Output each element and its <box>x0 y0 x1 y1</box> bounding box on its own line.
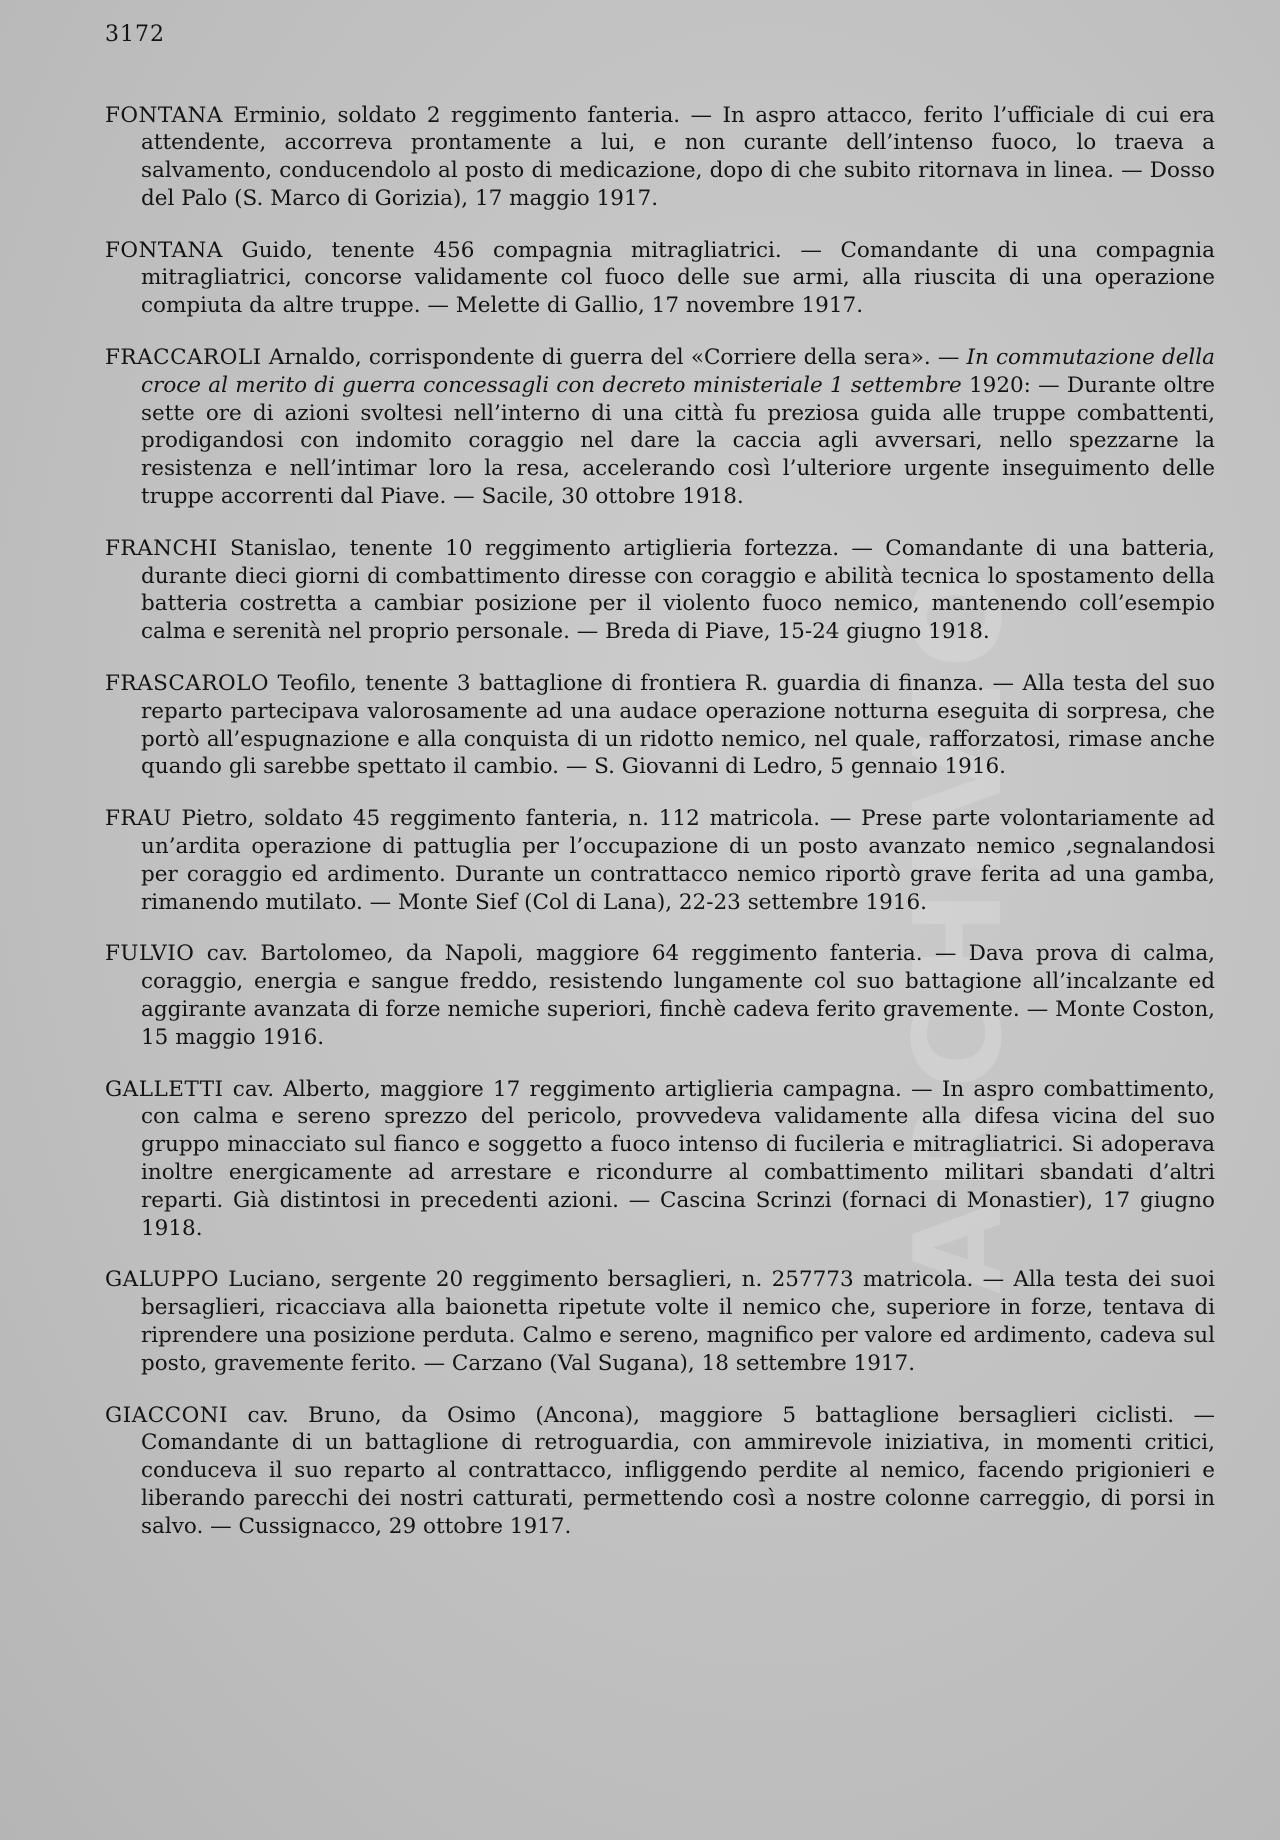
entry-frau <box>105 805 1215 916</box>
entry-giacconi <box>105 1402 1215 1541</box>
entry-text-continued: 1920: — Durante oltre sette ore di azioni svoltesi nell’interno di una città fu preziosa guida alle truppe combattenti, prodigandosi con indomito coraggio nel dare la caccia agli avversari, nello spezzarne la resistenza e nell’intimar loro la resa, accelerando così l’ulteriore urgente inseguimento delle truppe accorrenti dal Piave. — Sacile, 30 ottobre 1918. <box>141 372 1215 510</box>
entry-text: Pietro, soldato 45 reggimento fanteria, n. 112 matricola. — Prese parte volontariamente ad un’ardita operazione di pattuglia per l’occupazione di un posto avanzato nemico ,segnalandosi per coraggio ed ardimento. Durante un contrattacco nemico riportò grave ferita ad una gamba, rimanendo mutilato. — Monte Sief (Col di Lana), 22-23 settembre 1916. <box>141 806 1215 915</box>
entry-surname: FONTANA <box>105 102 223 128</box>
entry-surname: FONTANA <box>105 237 223 263</box>
document-body <box>105 80 1215 1565</box>
page-number: 3172 <box>105 22 165 47</box>
entry-galuppo <box>105 1266 1215 1377</box>
entry-surname: FRAU <box>105 806 172 832</box>
entry-fraccaroli <box>105 344 1215 511</box>
entry-text: Teofilo, tenente 3 battaglione di frontiera R. guardia di finanza. — Alla testa del suo reparto partecipava valorosamente ad una audace operazione notturna eseguita di sorpresa, che portò all’espugnazione e alla conquista di un ridotto nemico, nel quale, rafforzatosi, rimase anche quando gli sarebbe spettato il cambio. — S. Giovanni di Ledro, 5 gennaio 1916. <box>141 671 1215 780</box>
entry-surname: GIACCONI <box>105 1402 229 1428</box>
entry-text: Luciano, sergente 20 reggimento bersaglieri, n. 257773 matricola. — Alla testa dei suoi bersaglieri, ricacciava alla baionetta ripetute volte il nemico che, superiore in forze, tentava di riprendere una posizione perduta. Calmo e sereno, magnifico per valore ed ardimento, cadeva sul posto, gravemente ferito. — Carzano (Val Sugana), 18 settembre 1917. <box>141 1267 1215 1376</box>
entry-surname: GALUPPO <box>105 1267 219 1293</box>
entry-surname: GALLETTI <box>105 1076 224 1102</box>
entry-fontana-erminio <box>105 102 1215 213</box>
entry-text: Guido, tenente 456 compagnia mitragliatrici. — Comandante di una compagnia mitragliatrici, concorse validamente col fuoco delle sue armi, alla riuscita di una operazione compiuta da altre truppe. — Melette di Gallio, 17 novembre 1917. <box>141 237 1215 319</box>
entry-text: Arnaldo, corrispondente di guerra del «Corriere della sera». — <box>268 345 960 371</box>
entry-franchi <box>105 535 1215 646</box>
entry-surname: FULVIO <box>105 941 195 967</box>
entry-text: Erminio, soldato 2 reggimento fanteria. — In aspro attacco, ferito l’ufficiale di cui era attendente, accorreva prontamente a lui, e non curante dell’intenso fuoco, lo traeva a salvamento, conducendolo al posto di medicazione, dopo di che subito ritornava in linea. — Dosso del Palo (S. Marco di Gorizia), 17 maggio 1917. <box>141 102 1215 211</box>
entry-text: cav. Bruno, da Osimo (Ancona), maggiore 5 battaglione bersaglieri ciclisti. — Comandante di un battaglione di retroguardia, con ammirevole iniziativa, in momenti critici, conduceva il suo reparto al contrattacco, infliggendo perdite al nemico, facendo prigionieri e liberando parecchi dei nostri catturati, permettendo così a nostre colonne carreggio, di porsi in salvo. — Cussignacco, 29 ottobre 1917. <box>141 1402 1215 1539</box>
entry-text: cav. Alberto, maggiore 17 reggimento artiglieria campagna. — In aspro combattimento, con calma e sereno sprezzo del pericolo, provvedeva validamente alla difesa vicina del suo gruppo minacciato sul fianco e soggetto a fuoco intenso di fucileria e mitragliatrici. Si adoperava inoltre energicamente ad arrestare e ricondurre al combattimento militari sbandati d’altri reparti. Già distintosi in precedenti azioni. — Cascina Scrinzi (fornaci di Monastier), 17 giugno 1918. <box>141 1076 1215 1241</box>
entry-frascarolo <box>105 670 1215 781</box>
entry-italic-note: In commutazione della croce al merito di guerra concessagli con decreto ministeriale 1 settembre <box>141 345 1215 398</box>
entry-fulvio <box>105 940 1215 1051</box>
entry-text: Stanislao, tenente 10 reggimento artiglieria fortezza. — Comandante di una batteria, durante dieci giorni di combattimento diresse con coraggio e abilità tecnica lo spostamento della batteria costretta a cambiar posizione per il violento fuoco nemico, mantenendo coll’esempio calma e serenità nel proprio personale. — Breda di Piave, 15-24 giugno 1918. <box>141 535 1215 645</box>
entry-galletti <box>105 1076 1215 1243</box>
entry-surname: FRACCAROLI <box>105 345 262 371</box>
entry-surname: FRANCHI <box>105 535 218 561</box>
entry-fontana-guido <box>105 237 1215 320</box>
watermark: ARCHIVIO <box>890 556 1029 1294</box>
entry-surname: FRASCAROLO <box>105 671 270 697</box>
entry-text: cav. Bartolomeo, da Napoli, maggiore 64 reggimento fanteria. — Dava prova di calma, coraggio, energia e sangue freddo, resistendo lungamente col suo battagione all’incalzante ed aggirante avanzata di forze nemiche superiori, finchè cadeva ferito gravemente. — Monte Coston, 15 maggio 1916. <box>141 941 1215 1050</box>
